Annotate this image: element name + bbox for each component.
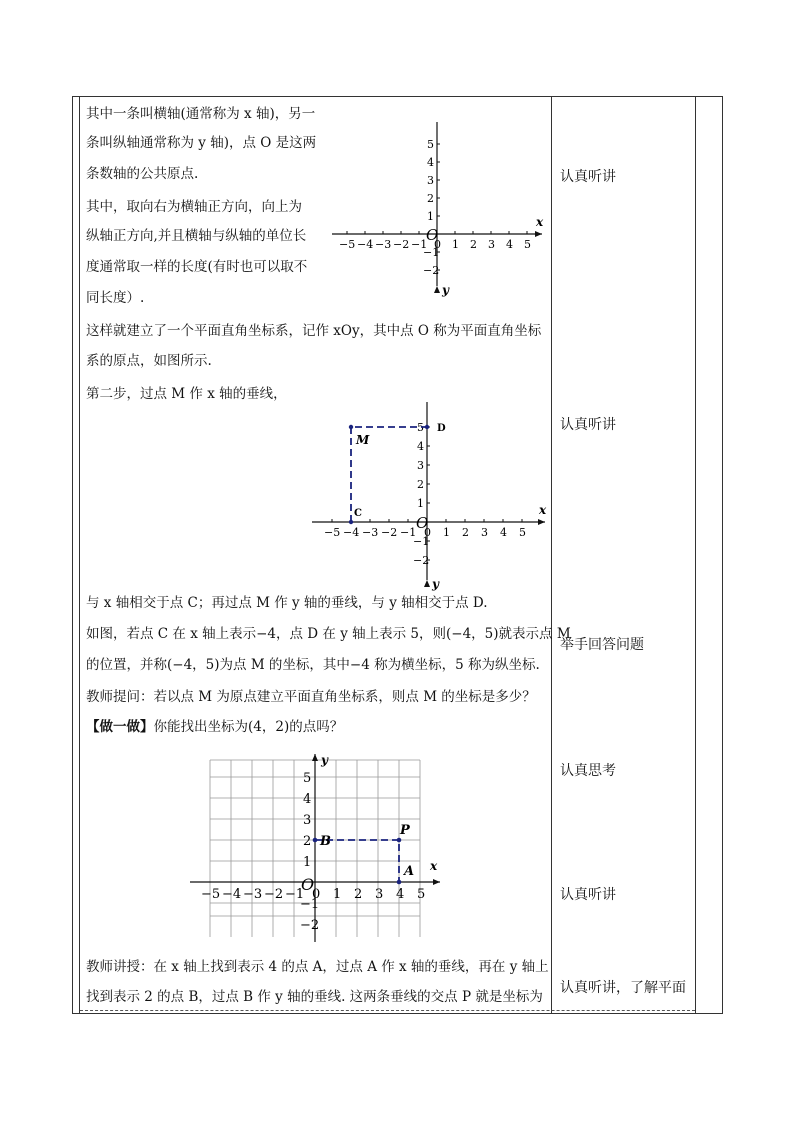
point-m-label: M <box>356 433 370 447</box>
x-tick-label: 1 <box>452 238 459 251</box>
x-axis-arrow <box>433 879 440 885</box>
x-tick-label: −1 <box>400 526 417 539</box>
y-axis-label: y <box>442 283 449 297</box>
table-right-border <box>722 96 723 1014</box>
x-axis-arrow <box>538 519 545 525</box>
student-activity: 认真听讲 <box>560 417 616 433</box>
table-col-divider-3 <box>695 96 696 1014</box>
table-top-border <box>72 96 723 97</box>
x-tick-label: 0 <box>434 238 441 251</box>
x-tick-label: 2 <box>462 526 469 539</box>
x-axis-arrow <box>535 231 542 237</box>
point-b-label: B <box>320 834 331 849</box>
paragraph-line: 第二步，过点 M 作 x 轴的垂线， <box>86 386 287 402</box>
x-tick-label: 0 <box>312 887 321 902</box>
paragraph-line: 找到表示 2 的点 B，过点 B 作 y 轴的垂线. 这两条垂线的交点 P 就是坐标为 <box>86 989 543 1005</box>
paragraph-line: 系的原点，如图所示. <box>86 353 212 369</box>
paragraph-line: 条叫纵轴通常称为 y 轴)，点 O 是这两 <box>86 135 317 151</box>
y-tick-label: 3 <box>417 459 424 472</box>
x-tick-label: −2 <box>264 887 284 902</box>
point-a-dot <box>397 880 402 885</box>
point-m-dot <box>349 425 353 429</box>
x-tick-label: −4 <box>343 526 360 539</box>
x-tick-label: −5 <box>201 887 221 902</box>
x-tick-label: 1 <box>333 887 342 902</box>
y-tick-label: −1 <box>300 897 320 912</box>
y-axis-label: y <box>321 753 328 767</box>
y-tick-label: −1 <box>423 246 440 259</box>
paragraph-line <box>86 716 343 739</box>
student-activity: 举手回答问题 <box>560 637 644 653</box>
grid-point-p-figure <box>185 752 445 952</box>
table-col-divider-1 <box>79 96 80 1014</box>
x-tick-label: 3 <box>375 887 384 902</box>
x-tick-label: 3 <box>488 238 495 251</box>
student-activity: 认真听讲 <box>560 887 616 903</box>
y-axis-arrow <box>312 754 318 761</box>
y-tick-label: 5 <box>427 138 434 151</box>
origin-label: O <box>426 226 439 244</box>
paragraph-line: 其中一条叫横轴(通常称为 x 轴)，另一 <box>86 106 316 122</box>
point-m-figure <box>310 398 550 591</box>
x-tick-label: −3 <box>375 238 392 251</box>
y-tick-label: 1 <box>303 855 312 870</box>
x-tick-label: 3 <box>481 526 488 539</box>
point-c-dot <box>349 520 353 524</box>
x-tick-label: 4 <box>506 238 513 251</box>
x-tick-label: 5 <box>417 887 426 902</box>
y-tick-label: −2 <box>300 918 320 933</box>
point-d-label: D <box>437 423 446 434</box>
paragraph-line: 如图，若点 C 在 x 轴上表示−4，点 D 在 y 轴上表示 5，则(−4，5)就表示点 M <box>86 626 571 642</box>
x-tick-label: −3 <box>362 526 379 539</box>
point-p-dot <box>397 838 402 843</box>
origin-label: O <box>416 514 429 532</box>
paragraph-line: 与 x 轴相交于点 C；再过点 M 作 y 轴的垂线，与 y 轴相交于点 D. <box>86 595 488 611</box>
point-c-label: C <box>354 508 362 519</box>
y-tick-label: −2 <box>423 264 440 277</box>
table-left-border <box>72 96 73 1014</box>
x-axis-label: x <box>539 503 547 517</box>
paragraph-line: 的位置，并称(−4，5)为点 M 的坐标，其中−4 称为横坐标，5 称为纵坐标. <box>86 657 540 673</box>
y-axis-arrow <box>424 580 430 587</box>
paragraph-line: 同长度）. <box>86 290 145 306</box>
x-tick-label: −1 <box>411 238 428 251</box>
x-tick-label: 1 <box>443 526 450 539</box>
x-tick-label: −5 <box>324 526 341 539</box>
coordinate-axes-figure <box>330 118 560 297</box>
x-tick-label: 4 <box>500 526 507 539</box>
paragraph-line: 度通常取一样的长度(有时也可以取不 <box>86 259 308 275</box>
x-tick-label: 2 <box>470 238 477 251</box>
paragraph-line: 条数轴的公共原点. <box>86 166 199 182</box>
x-tick-label: 0 <box>424 526 431 539</box>
y-axis-arrow <box>434 286 440 293</box>
x-axis-label: x <box>430 859 438 873</box>
y-tick-label: 1 <box>417 497 424 510</box>
x-axis-label: x <box>536 215 544 229</box>
x-tick-label: 2 <box>354 887 363 902</box>
x-tick-label: 5 <box>524 238 531 251</box>
y-axis-label: y <box>432 577 439 591</box>
y-tick-label: 1 <box>427 210 434 223</box>
paragraph-line: 教师提问：若以点 M 为原点建立平面直角坐标系，则点 M 的坐标是多少？ <box>86 689 536 705</box>
paragraph-line: 教师讲授：在 x 轴上找到表示 4 的点 A，过点 A 作 x 轴的垂线，再在 y 轴上 <box>86 959 549 975</box>
x-tick-label: 4 <box>396 887 405 902</box>
activity-question: 你能找出坐标为(4，2)的点吗？ <box>153 719 344 735</box>
y-tick-label: 4 <box>303 792 312 807</box>
y-tick-label: 2 <box>303 834 312 849</box>
x-tick-label: −5 <box>339 238 356 251</box>
origin-label: O <box>301 875 315 894</box>
paragraph-line: 其中，取向右为横轴正方向，向上为 <box>86 199 302 215</box>
activity-tag: 【做一做】 <box>86 719 154 735</box>
x-tick-label: −3 <box>243 887 263 902</box>
x-tick-label: 5 <box>519 526 526 539</box>
table-bottom-dashed-border <box>80 1010 695 1011</box>
point-a-label: A <box>404 864 415 879</box>
paragraph-line: 纵轴正方向,并且横轴与纵轴的单位长 <box>86 228 307 244</box>
x-tick-label: −2 <box>393 238 410 251</box>
y-tick-label: 4 <box>417 440 424 453</box>
x-tick-label: −4 <box>222 887 242 902</box>
x-tick-label: −4 <box>357 238 374 251</box>
y-tick-label: −2 <box>413 554 430 567</box>
y-tick-label: 2 <box>417 478 424 491</box>
y-tick-label: 5 <box>303 771 312 786</box>
student-activity: 认真听讲 <box>560 169 616 185</box>
point-b-dot <box>313 838 318 843</box>
point-d-dot <box>425 425 429 429</box>
x-tick-label: −2 <box>381 526 398 539</box>
y-tick-label: 3 <box>303 813 312 828</box>
student-activity: 认真听讲，了解平面 <box>560 980 686 996</box>
y-tick-label: 3 <box>427 174 434 187</box>
point-p-label: P <box>400 823 410 838</box>
table-bottom-border <box>72 1013 723 1014</box>
paragraph-line: 这样就建立了一个平面直角坐标系，记作 xOy，其中点 O 称为平面直角坐标 <box>86 323 542 339</box>
y-tick-label: 2 <box>427 192 434 205</box>
student-activity: 认真思考 <box>560 763 616 779</box>
y-tick-label: 4 <box>427 156 434 169</box>
y-tick-label: −1 <box>413 535 430 548</box>
x-tick-label: −1 <box>285 887 305 902</box>
y-tick-label: 5 <box>417 421 424 434</box>
